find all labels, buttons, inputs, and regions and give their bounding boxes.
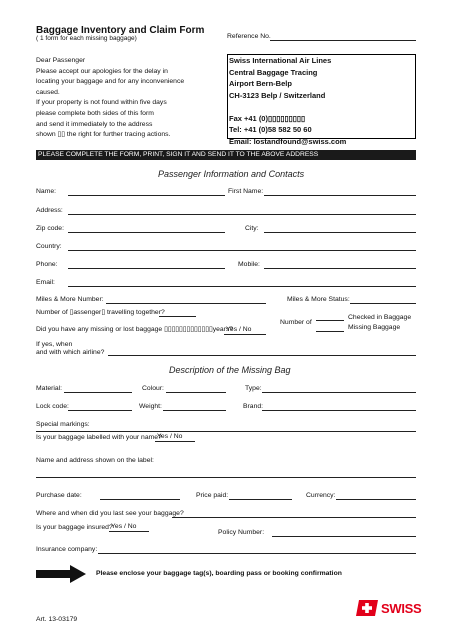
last-seen-label: Where and when did you last see your baggage? [36, 510, 184, 517]
first-name-field[interactable] [264, 195, 416, 196]
city-field[interactable] [264, 232, 416, 233]
name-field[interactable] [68, 195, 225, 196]
insured-yes-no-line [109, 531, 149, 532]
zip-field[interactable] [68, 232, 225, 233]
address-field[interactable] [68, 214, 416, 215]
price-paid-field[interactable] [229, 499, 292, 500]
country-label: Country: [36, 243, 62, 250]
reference-field[interactable] [270, 40, 416, 41]
article-number: Art. 13-03179 [36, 616, 78, 623]
lock-code-label: Lock code: [36, 403, 69, 410]
brand-field[interactable] [262, 410, 416, 411]
material-field[interactable] [64, 392, 132, 393]
currency-field[interactable] [336, 499, 416, 500]
insurance-company-label: Insurance company: [36, 546, 98, 553]
labelled-yes-no[interactable]: Yes / No [157, 433, 183, 440]
swiss-flag-icon [356, 600, 378, 616]
brand-label: Brand: [243, 403, 264, 410]
type-field[interactable] [262, 392, 416, 393]
passengers-field[interactable] [159, 316, 196, 317]
email-label: Email: [36, 279, 55, 286]
form-subtitle: ( 1 form for each missing baggage) [36, 35, 137, 42]
policy-number-field[interactable] [272, 536, 416, 537]
missing-count-field[interactable] [316, 331, 344, 332]
purchase-date-label: Purchase date: [36, 492, 82, 499]
if-yes-field[interactable] [108, 355, 416, 356]
policy-number-label: Policy Number: [218, 529, 265, 536]
form-title: Baggage Inventory and Claim Form [36, 25, 205, 36]
zip-label: Zip code: [36, 225, 64, 232]
colour-field[interactable] [166, 392, 226, 393]
passenger-section-title: Passenger Information and Contacts [158, 169, 305, 179]
type-label: Type: [245, 385, 262, 392]
first-name-label: First Name: [228, 188, 264, 195]
miles-number-label: Miles & More Number: [36, 296, 104, 303]
mobile-label: Mobile: [238, 261, 260, 268]
currency-label: Currency: [306, 492, 336, 499]
mobile-field[interactable] [264, 268, 416, 269]
price-paid-label: Price paid: [196, 492, 229, 499]
labelled-yes-no-line [155, 441, 195, 442]
country-field[interactable] [68, 250, 416, 251]
checked-count-field[interactable] [316, 320, 344, 321]
checked-baggage-label: Checked in Baggage [348, 314, 412, 321]
instruction-banner: PLEASE COMPLETE THE FORM, PRINT, SIGN IT AND SEND IT TO THE ABOVE ADDRESS [36, 150, 416, 160]
bag-section-title: Description of the Missing Bag [169, 365, 291, 375]
special-markings-label: Special markings: [36, 421, 90, 428]
swiss-logo [356, 600, 421, 616]
purchase-date-field[interactable] [100, 499, 180, 500]
special-markings-field[interactable] [36, 431, 416, 432]
missing-baggage-question: Did you have any missing or lost baggage ▯▯▯▯▯▯▯▯▯▯▯▯▯years? [36, 326, 234, 333]
labelled-question: Is your baggage labelled with your name? [36, 434, 162, 441]
address-label: Address: [36, 207, 63, 214]
weight-label: Weight: [139, 403, 162, 410]
arrow-right-icon [36, 565, 86, 583]
greeting-text: Dear Passenger Please accept our apologies for the delay in locating your baggage and for any inconvenience caused. If your property is not found within five days please complete both sides of this form and send it immediately to the address shown ▯▯ the right for further tracing actions. [36, 57, 185, 139]
tracing-address: Swiss International Air Lines Central Baggage Tracing Airport Bern-Belp CH-3123 Belp / Switzerland Fax +41 (0)▯▯▯▯▯▯▯▯▯ Tel: +41 (0)58 582 50 60 Email: lostandfound@swiss.com [229, 56, 347, 146]
colour-label: Colour: [142, 385, 164, 392]
missing-yes-no-line [224, 334, 266, 335]
insured-question: Is your baggage insured? [36, 524, 113, 531]
missing-baggage-label: Missing Baggage [348, 324, 401, 331]
label-name-address-field[interactable] [36, 477, 416, 478]
email-field[interactable] [68, 286, 416, 287]
miles-status-label: Miles & More Status: [287, 296, 350, 303]
name-label: Name: [36, 188, 57, 195]
reference-label: Reference No. [227, 33, 271, 40]
miles-status-field[interactable] [350, 303, 416, 304]
insurance-company-field[interactable] [98, 553, 416, 554]
missing-yes-no[interactable]: Yes / No [226, 326, 252, 333]
enclose-note: Please enclose your baggage tag(s), boarding pass or booking confirmation [96, 570, 342, 577]
last-seen-field[interactable] [172, 517, 416, 518]
city-label: City: [245, 225, 259, 232]
insured-yes-no[interactable]: Yes / No [111, 523, 137, 530]
weight-field[interactable] [163, 410, 226, 411]
phone-field[interactable] [68, 268, 225, 269]
lock-code-field[interactable] [68, 410, 132, 411]
swiss-logo-text: SWISS [381, 600, 422, 616]
label-name-address-label: Name and address shown on the label: [36, 457, 154, 464]
number-of-label: Number of [280, 319, 312, 326]
miles-number-field[interactable] [106, 303, 266, 304]
if-yes-label: If yes, when and with which airline? [36, 341, 105, 356]
phone-label: Phone: [36, 261, 58, 268]
material-label: Material: [36, 385, 63, 392]
passengers-label: Number of ▯assenger▯ travelling together? [36, 309, 165, 316]
